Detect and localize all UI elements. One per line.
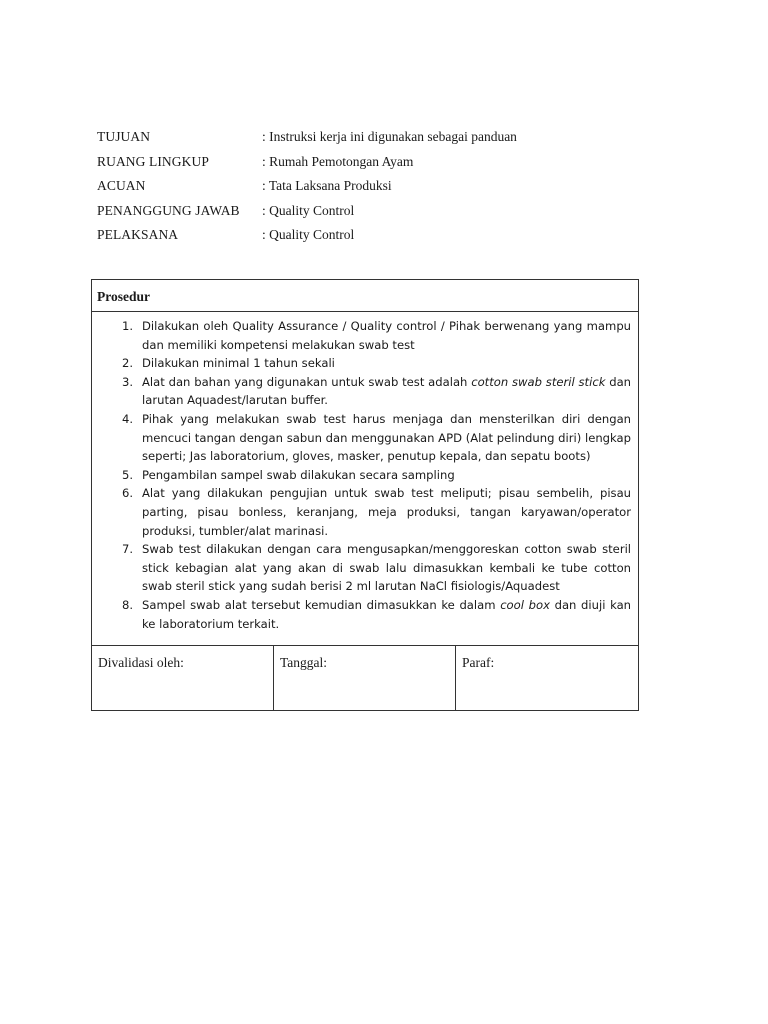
step-text-run: dan diuji kan ke laboratorium terkait. (142, 597, 632, 631)
procedure-steps-cell (92, 312, 639, 646)
step-number: 4. (121, 411, 133, 426)
step-text (142, 466, 631, 485)
procedure-step (92, 596, 631, 633)
header-label: TUJUAN (97, 129, 151, 144)
step-text-run: Dilakukan minimal 1 tahun sekali (142, 356, 335, 371)
step-text-run: Sampel swab alat tersebut kemudian dimasukkan ke dalam (142, 597, 501, 612)
procedure-step (92, 540, 631, 596)
step-number: 6. (121, 486, 133, 501)
step-text-run: Pihak yang melakukan swab test harus menjaga dan mensterilkan diri dengan mencuci tangan dengan sabun dan menggunakan APD (Alat pelindung diri) lengkap seperti; Jas laboratorium, gloves, masker, penutup kepala, dan sepatu boots) (142, 411, 632, 464)
step-number: 3. (121, 374, 133, 389)
procedure-step (92, 354, 631, 373)
procedure-step (92, 317, 631, 354)
step-text-run: Alat dan bahan yang digunakan untuk swab test adalah (142, 374, 472, 389)
header-row-penanggung-jawab (97, 201, 657, 226)
step-text-run: Dilakukan oleh Quality Assurance / Quality control / Pihak berwenang yang mampu dan memiliki kompetensi melakukan swab test (142, 319, 632, 352)
header-row-ruang-lingkup (97, 152, 657, 177)
step-number: 7. (121, 542, 133, 557)
date-cell[interactable]: Tanggal: (274, 646, 456, 711)
step-text (142, 540, 631, 596)
step-text (142, 317, 631, 354)
step-number: 1. (121, 319, 133, 333)
document-header (97, 127, 657, 250)
step-number: 2. (121, 356, 133, 371)
step-text-run: Alat yang dilakukan pengujian untuk swab test meliputi; pisau sembelih, pisau parting, pisau bonless, keranjang, meja produksi, tangan karyawan/operator produksi, tumbler/alat marinasi. (142, 486, 632, 538)
step-text (142, 354, 631, 373)
step-text-run: Pengambilan sampel swab dilakukan secara sampling (142, 467, 455, 482)
step-text (142, 596, 631, 633)
validated-by-cell[interactable]: Divalidasi oleh: (92, 646, 274, 711)
header-value: : Rumah Pemotongan Ayam (262, 153, 414, 169)
procedure-table (91, 279, 639, 711)
step-number: 5. (121, 467, 133, 482)
initial-cell[interactable]: Paraf: (456, 646, 639, 711)
procedure-step (92, 410, 631, 466)
step-text-run: dan larutan Aquadest/larutan buffer. (142, 374, 632, 408)
header-row-pelaksana (97, 225, 657, 250)
step-number: 8. (121, 597, 133, 612)
header-row-tujuan (97, 127, 657, 152)
header-row-acuan (97, 176, 657, 201)
header-value: : Quality Control (262, 202, 355, 218)
header-label: PENANGGUNG JAWAB (97, 202, 240, 218)
step-text (142, 484, 631, 540)
step-text-italic: cotton swab steril stick (471, 374, 606, 389)
procedure-step (92, 484, 631, 540)
step-text (142, 373, 631, 410)
step-text-run: Swab test dilakukan dengan cara mengusapkan/menggoreskan cotton swab steril stick kebagian alat yang akan di swab lalu dimasukkan kembali ke tube cotton swab steril stick yang sudah berisi 2 ml larutan NaCl fisiologis/Aquadest (142, 542, 632, 594)
procedure-step (92, 466, 631, 485)
step-text-italic: cool box (500, 597, 550, 612)
header-label: PELAKSANA (97, 227, 179, 243)
procedure-title: Prosedur (92, 280, 639, 312)
header-value: : Quality Control (262, 227, 355, 243)
header-value: : Instruksi kerja ini digunakan sebagai panduan (262, 129, 517, 144)
procedure-steps-list (92, 317, 631, 633)
step-text (142, 410, 631, 466)
header-value: : Tata Laksana Produksi (262, 178, 392, 194)
procedure-step (92, 373, 631, 410)
header-label: ACUAN (97, 178, 146, 194)
header-label: RUANG LINGKUP (97, 153, 209, 169)
